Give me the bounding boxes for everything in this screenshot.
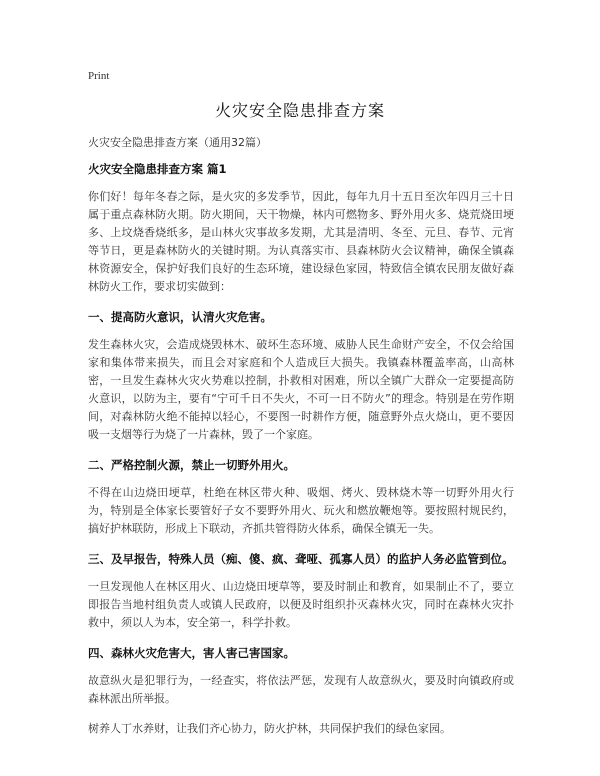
section-body-2: 不得在山边烧田埂草，杜绝在林区带火种、吸烟、烤火、毁林烧木等一切野外用火行为，特别是全体家长要管好子女不要野外用火、玩火和燃放鞭炮等。要按照村规民约，搞好护林联防，形成上下联动，齐抓共管得防火体系，确保全镇无一失。 (88, 486, 514, 535)
section-body-4: 故意纵火是犯罪行为，一经查实，将依法严惩，发现有人故意纵火，要及时向镇政府或森林派出所举报。 (88, 674, 514, 705)
page-title: 火灾安全隐患排查方案 (214, 101, 385, 120)
section-heading-2: 二、严格控制火源，禁止一切野外用火。 (88, 458, 295, 472)
section-heading-3: 三、及早报告，特殊人员（痴、傻、疯、聋哑、孤寡人员）的监护人务必监管到位。 (88, 552, 514, 566)
section-heading-4: 四、森林火灾危害大，害人害己害国家。 (88, 646, 295, 660)
section-body-1: 发生森林火灾，会造成烧毁林木、破坏生态环境、威胁人民生命财产安全，不仅会给国家和集体带来损失，而且会对家庭和个人造成巨大损失。我镇森林覆盖率高，山高林密，一旦发生森林火灾火势难以控制，扑救相对困难，所以全镇广大群众一定要提高防火意识，以防为主，要有“宁可千日不失火，不可一日不防火”的理念。特别是在劳作期间，对森林防火绝不能掉以轻心，不要图一时耕作方便，随意野外点火烧山，更不要因吸一支烟等行为烧了一片森林，毁了一个家庭。 (88, 338, 514, 441)
chapter-title: 火灾安全隐患排查方案 篇1 (88, 162, 227, 176)
print-link[interactable]: Print (88, 70, 110, 82)
article-content (88, 160, 514, 750)
closing-paragraph: 树养人丁水养财，让我们齐心协力，防火护林，共同保护我们的绿色家园。 (88, 722, 451, 735)
section-heading-1: 一、提高防火意识，认清火灾危害。 (88, 310, 272, 324)
section-body-3: 一旦发现他人在林区用火、山边烧田埂草等，要及时制止和教育，如果制止不了，要立即报告当地村组负责人或镇人民政府，以便及时组织扑灭森林火灾，同时在森林火灾扑救中，须以人为本，安全第一，科学扑救。 (88, 580, 514, 629)
intro-paragraph: 你们好！每年冬春之际，是火灾的多发季节，因此，每年九月十五日至次年四月三十日属于重点森林防火期。防火期间，天干物燥，林内可燃物多、野外用火多、烧荒烧田埂多、上坟烧香烧纸多，是山林火灾事故多发期，尤其是清明、冬至、元旦、春节、元宵等节日，更是森林防火的关键时期。为认真落实市、县森林防火会议精神，确保全镇森林资源安全，保护好我们良好的生态环境，建设绿色家园，特致信全镇农民朋友做好森林防火工作，要求切实做到： (88, 190, 514, 293)
document-subtitle: 火灾安全隐患排查方案（通用32篇） (88, 136, 267, 149)
